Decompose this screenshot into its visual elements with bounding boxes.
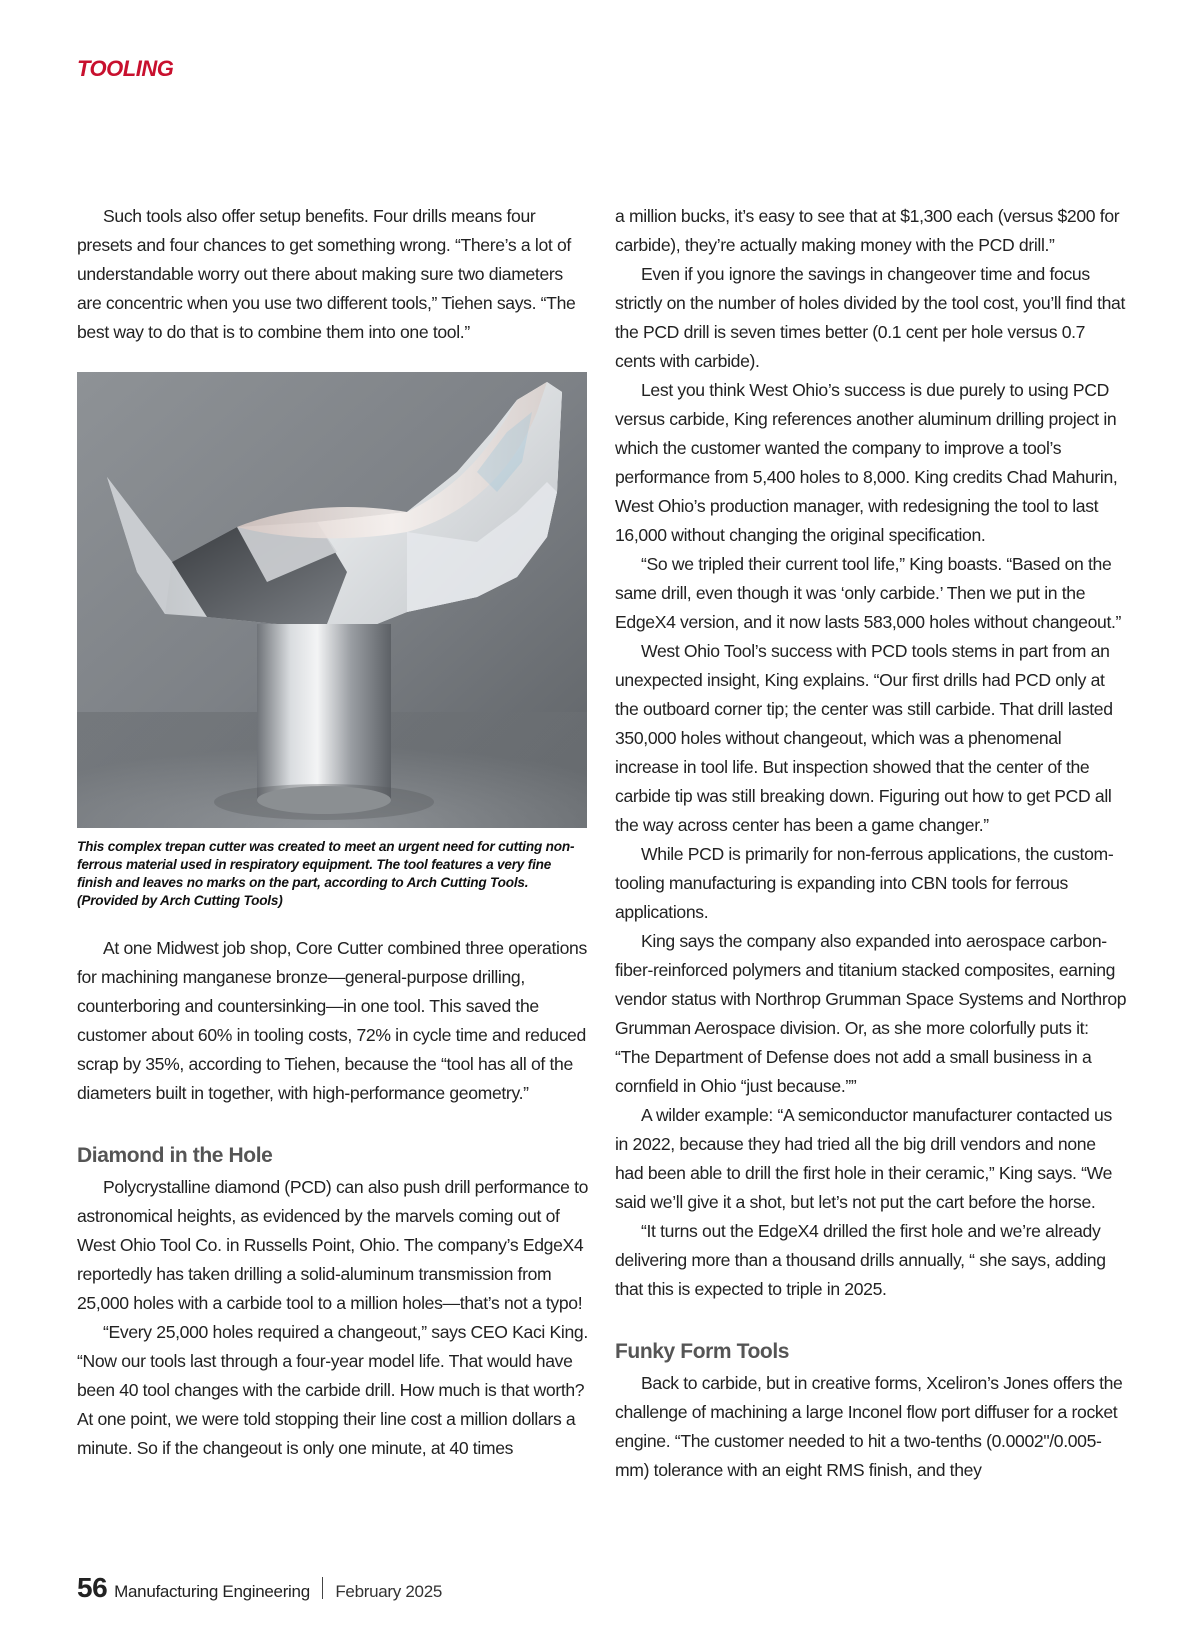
- body-paragraph: “Every 25,000 holes required a changeout,” says CEO Kaci King. “Now our tools last through a four-year model life. That would have been 40 tool changes with the carbide drill. How much is that worth? At one point, we were told stopping their line cost a million dollars a minute. So if the changeout is only one minute, at 40 times: [77, 1322, 588, 1458]
- figure-caption: This complex trepan cutter was created to meet an urgent need for cutting non-ferrous material used in respiratory equipment. The tool features a very fine finish and leaves no marks on the part, according to Arch Cutting Tools. (Provided by Arch Cutting Tools): [77, 839, 575, 908]
- page-footer: [77, 1572, 442, 1604]
- left-column: [77, 202, 589, 1463]
- body-paragraph: At one Midwest job shop, Core Cutter combined three operations for machining manganese bronze—general-purpose drilling, counterboring and countersinking—in one tool. This saved the customer about 60% in tooling costs, 72% in cycle time and reduced scrap by 35%, according to Tiehen, because the “tool has all of the diameters built in together, with high-performance geometry.”: [77, 938, 587, 1103]
- body-paragraph: Polycrystalline diamond (PCD) can also push drill performance to astronomical heights, as evidenced by the marvels coming out of West Ohio Tool Co. in Russells Point, Ohio. The company’s EdgeX4 reportedly has taken drilling a solid-aluminum transmission from 25,000 holes with a carbide tool to a million holes—that’s not a typo!: [77, 1177, 589, 1313]
- body-paragraph: a million bucks, it’s easy to see that at $1,300 each (versus $200 for carbide), they’re actually making money with the PCD drill.”: [615, 206, 1120, 255]
- right-column: [615, 202, 1127, 1485]
- body-paragraph: Lest you think West Ohio’s success is due purely to using PCD versus carbide, King references another aluminum drilling project in which the customer wanted the company to improve a tool’s performance from 5,400 holes to 8,000. King credits Chad Mahurin, West Ohio’s production manager, with redesigning the tool to last 16,000 without changing the original specification.: [615, 380, 1118, 545]
- body-paragraph: A wilder example: “A semiconductor manufacturer contacted us in 2022, because they had tried all the big drill vendors and none had been able to drill the first hole in their ceramic,” King says. “We said we’ll give it a shot, but let’s not put the cart before the horse.: [615, 1105, 1113, 1212]
- body-paragraph: While PCD is primarily for non-ferrous applications, the custom-tooling manufacturing is expanding into CBN tools for ferrous applications.: [615, 844, 1114, 922]
- body-paragraph: Even if you ignore the savings in changeover time and focus strictly on the number of holes divided by the tool cost, you’ll find that the PCD drill is seven times better (0.1 cent per hole versus 0.7 cents with carbide).: [615, 264, 1126, 371]
- footer-divider: [322, 1577, 324, 1599]
- body-paragraph: Back to carbide, but in creative forms, Xceliron’s Jones offers the challenge of machining a large Inconel flow port diffuser for a rocket engine. “The customer needed to hit a two-tenths (0.0002"/0.005-mm) tolerance with an eight RMS finish, and they: [615, 1373, 1123, 1480]
- issue-date: February 2025: [335, 1582, 443, 1601]
- magazine-name: Manufacturing Engineering: [114, 1582, 310, 1601]
- body-paragraph: King says the company also expanded into aerospace carbon-fiber-reinforced polymers and titanium stacked composites, earning vendor status with Northrop Grumman Space Systems and Northrop Grumman Aerospace division. Or, as she more colorfully puts it: “The Department of Defense does not add a small business in a cornfield in Ohio “just because.””: [615, 931, 1127, 1096]
- body-paragraph: Such tools also offer setup benefits. Four drills means four presets and four chances to get something wrong. “There’s a lot of understandable worry out there about making sure two diameters are concentric when you use two different tools,” Tiehen says. “The best way to do that is to combine them into one tool.”: [77, 206, 576, 342]
- trepan-cutter-photo: [77, 372, 587, 828]
- body-paragraph: “So we tripled their current tool life,” King boasts. “Based on the same drill, even though it was ‘only carbide.’ Then we put in the EdgeX4 version, and it now lasts 583,000 holes without changeout.”: [615, 554, 1122, 632]
- body-paragraph: “It turns out the EdgeX4 drilled the first hole and we’re already delivering more than a thousand drills annually, “ she says, adding that this is expected to triple in 2025.: [615, 1221, 1106, 1299]
- section-heading: Diamond in the Hole: [77, 1144, 273, 1167]
- section-heading: Funky Form Tools: [615, 1340, 790, 1363]
- page-number: 56: [77, 1572, 108, 1603]
- section-tag: TOOLING: [77, 56, 174, 81]
- body-paragraph: West Ohio Tool’s success with PCD tools stems in part from an unexpected insight, King explains. “Our first drills had PCD only at the outboard corner tip; the center was still carbide. That drill lasted 350,000 holes without changeout, which was a phenomenal increase in tool life. But inspection showed that the center of the carbide tip was still breaking down. Figuring out how to get PCD all the way across center has been a game changer.”: [615, 641, 1113, 835]
